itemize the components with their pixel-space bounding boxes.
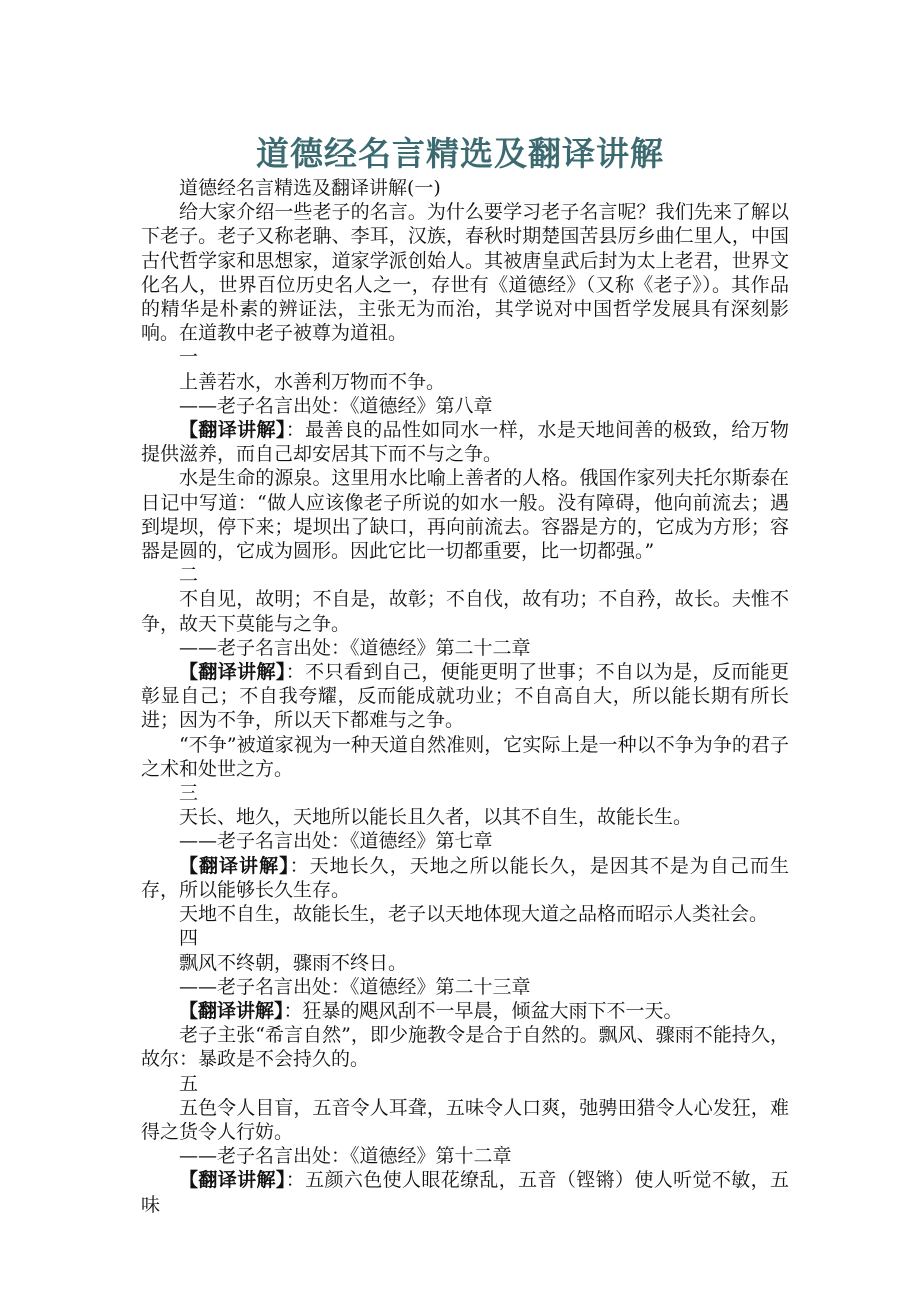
translation-label: 【翻译讲解】 — [179, 661, 286, 684]
section-quote: 天长、地久，天地所以能长且久者，以其不自生，故能长生。 — [179, 806, 693, 829]
section-number: 一 — [179, 346, 199, 369]
section-quote: 五色令人目盲，五音令人耳聋，五味令人口爽，弛骋田猎令人心发狂，难得之货令人行妨。 — [141, 1096, 789, 1143]
section-commentary: “不争”被道家视为一种天道自然准则，它实际上是一种以不争为争的君子之术和处世之方。 — [141, 733, 789, 780]
section-number: 四 — [179, 927, 199, 950]
document-title: 道德经名言精选及翻译讲解 — [256, 134, 664, 173]
section-commentary: 天地不自生，故能长生，老子以天地体现大道之品格而昭示人类社会。 — [179, 903, 769, 926]
section-number: 五 — [179, 1072, 199, 1095]
document-body — [141, 176, 789, 1217]
section-translation — [141, 1168, 789, 1216]
intro-paragraph: 给大家介绍一些老子的名言。为什么要学习老子名言呢？我们先来了解以下老子。老子又称老聃、李耳，汉族，春秋时期楚国苦县厉乡曲仁里人，中国古代哲学家和思想家，道家学派创始人。其被唐皇武后封为太上老君，世界文化名人，世界百位历史名人之一，存世有《道德经》（又称《老子》）。其作品的精华是朴素的辨证法，主张无为而治，其学说对中国哲学发展具有深刻影响。在道教中老子被尊为道祖。 — [141, 201, 789, 345]
section-translation — [141, 999, 789, 1023]
translation-text: ：天地长久，天地之所以能长久，是因其不是为自己而生存，所以能够长久生存。 — [141, 854, 789, 901]
translation-text: ：五颜六色使人眼花缭乱，五音（铿锵）使人听觉不敏，五味 — [141, 1169, 789, 1216]
translation-label: 【翻译讲解】 — [179, 999, 284, 1022]
section-quote: 不自见，故明；不自是，故彰；不自伐，故有功；不自矜，故长。夫惟不争，故天下莫能与之争。 — [141, 588, 789, 635]
translation-label: 【翻译讲解】 — [179, 419, 286, 442]
translation-label: 【翻译讲解】 — [179, 1169, 286, 1192]
section-number: 三 — [179, 782, 199, 805]
translation-text: ：狂暴的飓风刮不一早晨，倾盆大雨下不一天。 — [283, 999, 683, 1022]
translation-text: ：最善良的品性如同水一样，水是天地间善的极致，给万物提供滋养，而自己却安居其下而不与之争。 — [141, 419, 789, 466]
section-number: 二 — [179, 564, 199, 587]
section-source: ——老子名言出处：《道德经》第二十三章 — [179, 975, 531, 998]
translation-label: 【翻译讲解】 — [179, 854, 290, 877]
section-translation — [141, 660, 789, 733]
subtitle: 道德经名言精选及翻译讲解(一) — [179, 177, 441, 199]
section-translation — [141, 418, 789, 466]
section-source: ——老子名言出处：《道德经》第七章 — [179, 830, 493, 853]
section-commentary: 水是生命的源泉。这里用水比喻上善者的人格。俄国作家列夫托尔斯泰在日记中写道：“做人应该像老子所说的如水一般。没有障碍，他向前流去；遇到堤坝，停下来；堤坝出了缺口，再向前流去。容器是方的，它成为方形；容器是圆的，它成为圆形。因此它比一切都重要，比一切都强。” — [141, 467, 789, 563]
translation-text: ：不只看到自己，便能更明了世事；不自以为是，反而能更彰显自己；不自我夸耀，反而能成就功业；不自高自大，所以能长期有所长进；因为不争，所以天下都难与之争。 — [141, 661, 789, 732]
section-quote: 上善若水，水善利万物而不争。 — [179, 370, 446, 393]
section-commentary: 老子主张“希言自然”，即少施教令是合于自然的。飘风、骤雨不能持久，故尔：暴政是不会持久的。 — [141, 1024, 789, 1071]
section-quote: 飘风不终朝，骤雨不终日。 — [179, 951, 408, 974]
section-source: ——老子名言出处：《道德经》第八章 — [179, 394, 493, 417]
section-translation — [141, 854, 789, 902]
section-source: ——老子名言出处：《道德经》第二十二章 — [179, 636, 531, 659]
section-source: ——老子名言出处：《道德经》第十二章 — [179, 1145, 512, 1168]
